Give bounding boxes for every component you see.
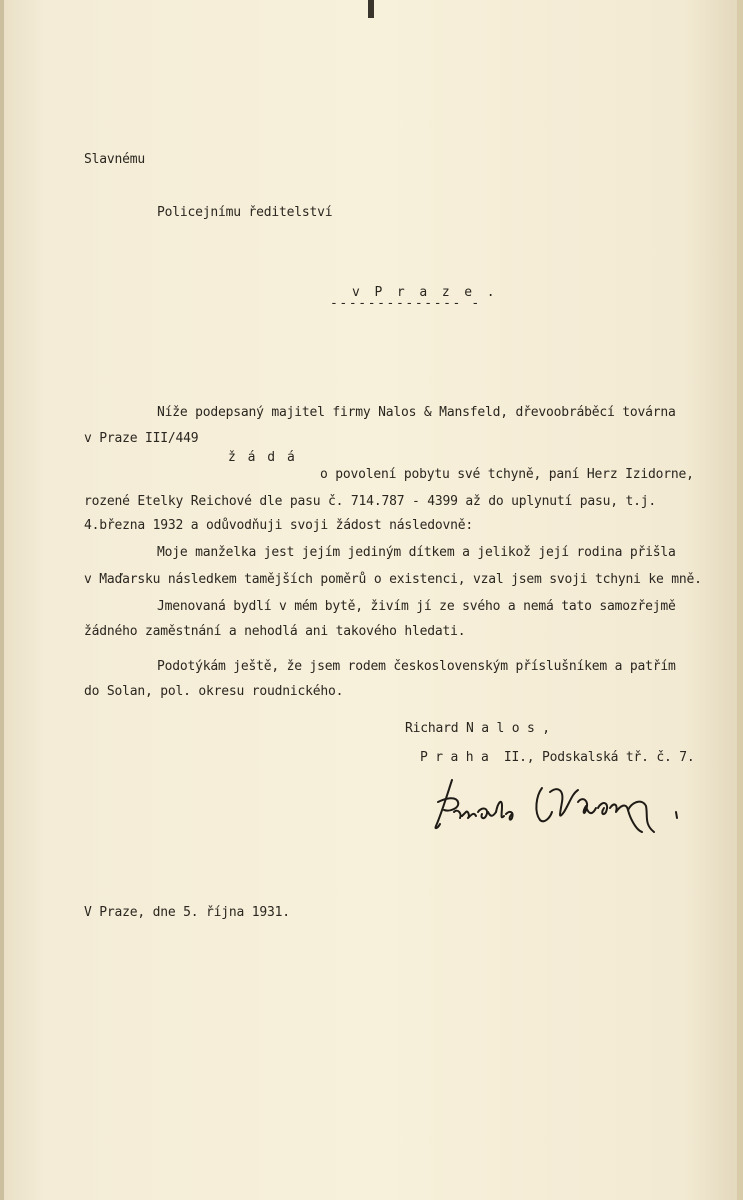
handwritten-signature (432, 772, 692, 836)
paragraph-2-line-2: v Maďarsku následkem tamějších poměrů o existenci, vzal jsem svoji tchyni ke mně. (84, 572, 702, 587)
request-word: ž á d á (228, 450, 297, 465)
paragraph-1-line-3: o povolení pobytu své tchyně, paní Herz Izidorne, (320, 467, 694, 482)
paragraph-1-line-5: 4.března 1932 a odůvodňuji svoji žádost následovně: (84, 518, 473, 533)
paragraph-4-line-1: Podotýkám ještě, že jsem rodem československým příslušníkem a patřím (157, 659, 676, 674)
paper-edge-right (737, 0, 743, 1200)
date-line: V Praze, dne 5. října 1931. (84, 905, 290, 920)
binding-mark (368, 0, 374, 18)
paragraph-3-line-2: žádného zaměstnání a nehodlá ani takového hledati. (84, 624, 466, 639)
paragraph-1-line-2: v Praze III/449 (84, 431, 199, 446)
paragraph-1-line-1: Níže podepsaný majitel firmy Nalos & Mansfeld, dřevoobráběcí továrna (157, 405, 676, 420)
addressee: Policejnímu ředitelství (157, 205, 333, 220)
paragraph-1-line-4: rozené Etelky Reichové dle pasu č. 714.787 - 4399 až do uplynutí pasu, t.j. (84, 494, 656, 509)
paragraph-4-line-2: do Solan, pol. okresu roudnického. (84, 684, 344, 699)
paragraph-3-line-1: Jmenovaná bydlí v mém bytě, živím jí ze svého a nemá tato samozřejmě (157, 599, 676, 614)
city-heading: v P r a z e . (352, 285, 498, 300)
paragraph-2-line-1: Moje manželka jest jejím jediným dítkem a jelikož její rodina přišla (157, 545, 676, 560)
paper-edge-left (0, 0, 4, 1200)
sender-address: P r a h a II., Podskalská tř. č. 7. (420, 750, 695, 765)
sender-name: Richard N a l o s , (405, 721, 550, 736)
salutation: Slavnému (84, 152, 146, 167)
heading-underline: -------------- - (330, 296, 481, 311)
